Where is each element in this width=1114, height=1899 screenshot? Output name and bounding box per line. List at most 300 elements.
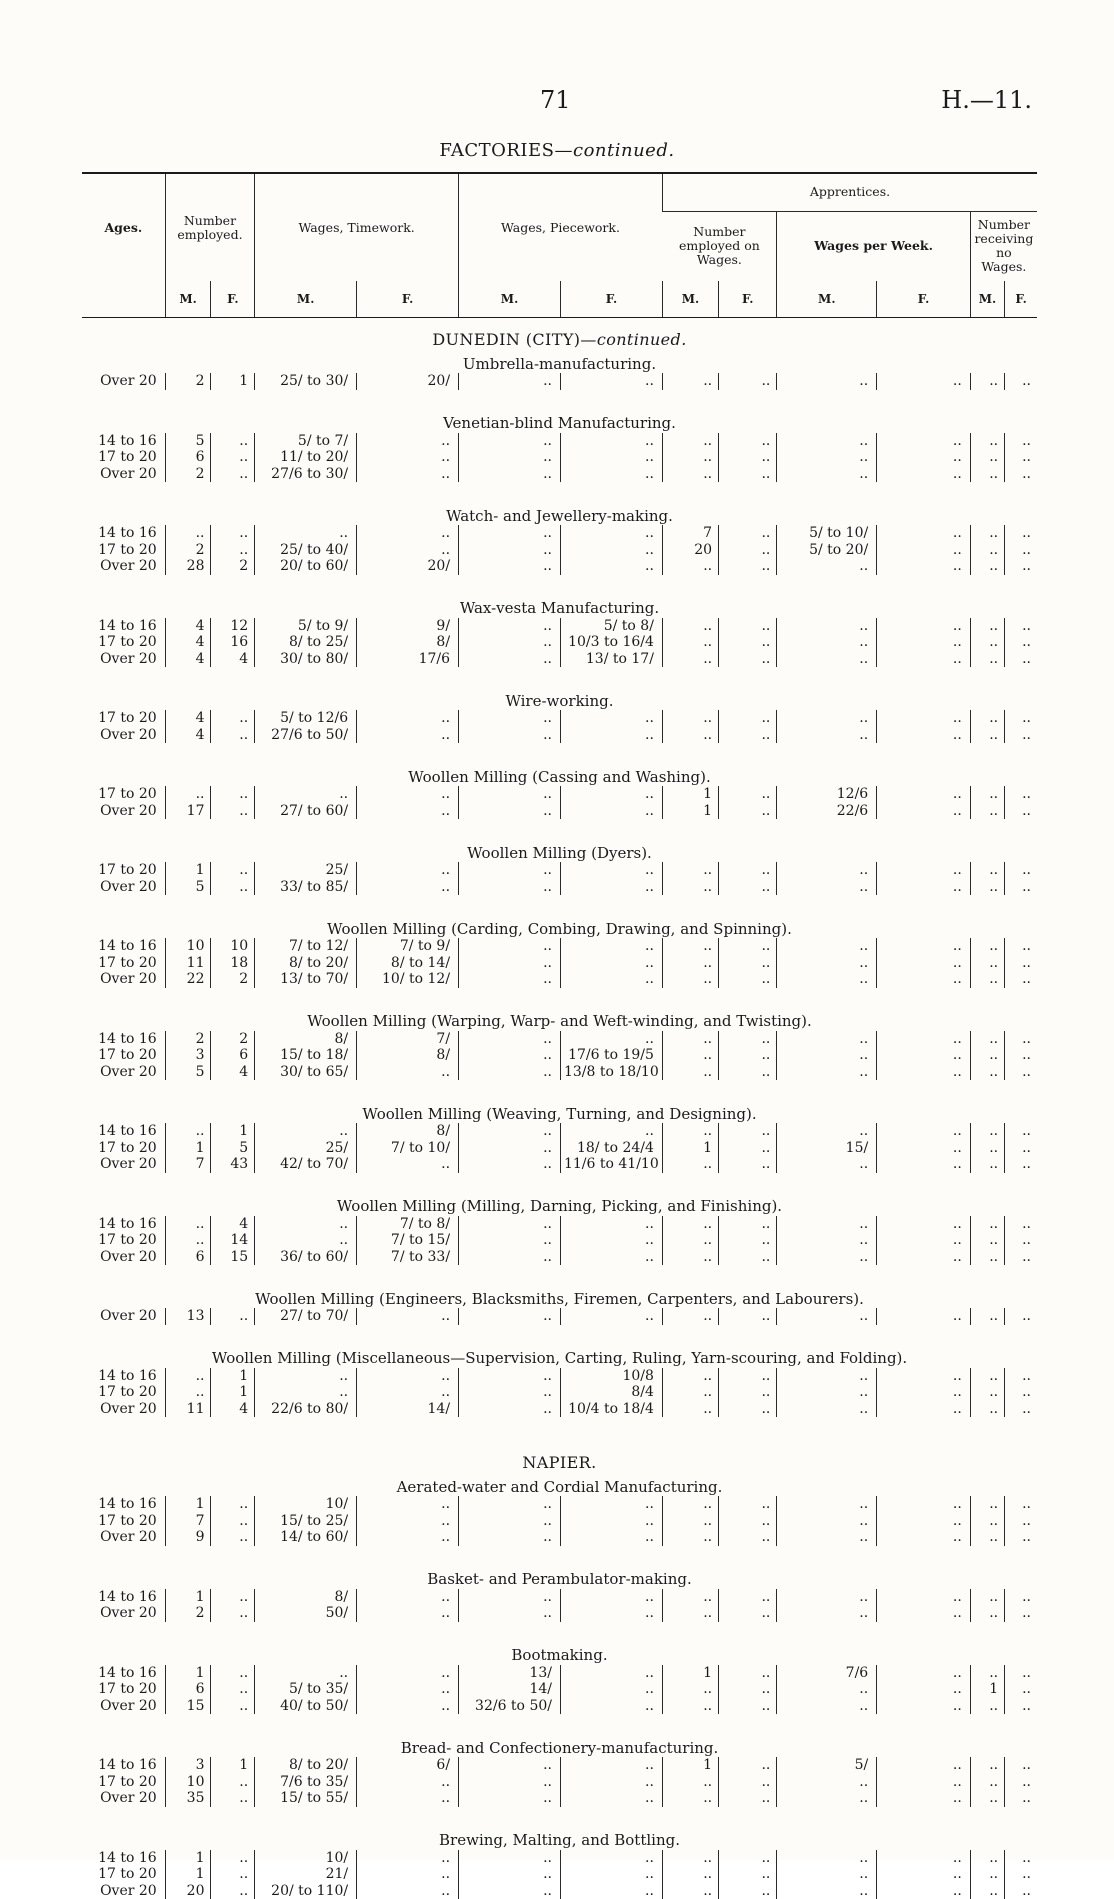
timework-male-cell: 15/ to 55/ <box>255 1790 357 1807</box>
timework-female-cell: .. <box>357 1496 459 1513</box>
industry-heading-row <box>82 1265 1037 1308</box>
apprentice-employed-male-cell: 1 <box>662 1140 718 1157</box>
female-column-header: F. <box>719 281 777 318</box>
age-cell: 14 to 16 <box>82 1757 165 1774</box>
apprentice-employed-female-cell: .. <box>719 1232 777 1249</box>
apprentice-wage-female-cell: .. <box>877 634 971 651</box>
apprentices-wages-per-week-header: Wages per Week. <box>777 211 970 281</box>
employed-male-cell: 10 <box>165 938 211 955</box>
apprentice-wage-female-cell: .. <box>877 1047 971 1064</box>
apprentice-wage-female-cell: .. <box>877 558 971 575</box>
age-cell: Over 20 <box>82 1249 165 1266</box>
timework-male-cell: 8/ <box>255 1589 357 1606</box>
table-row <box>82 558 1037 575</box>
employed-female-cell: 5 <box>211 1140 255 1157</box>
no-wage-male-cell: .. <box>970 1589 1004 1606</box>
apprentice-wage-female-cell: .. <box>877 1774 971 1791</box>
piecework-female-cell: .. <box>560 803 662 820</box>
table-row <box>82 1757 1037 1774</box>
piecework-female-cell: .. <box>560 786 662 803</box>
apprentices-number-employed-header: Number employed on Wages. <box>662 211 776 281</box>
page-number: 71 <box>540 86 571 114</box>
no-wage-male-cell: .. <box>970 634 1004 651</box>
apprentice-wage-female-cell: .. <box>877 1681 971 1698</box>
employed-male-cell: 3 <box>165 1757 211 1774</box>
employed-male-cell: 4 <box>165 618 211 635</box>
employed-female-cell: .. <box>211 525 255 542</box>
no-wage-female-cell: .. <box>1005 466 1037 483</box>
industry-heading: Umbrella-manufacturing. <box>82 348 1037 373</box>
piecework-female-cell: .. <box>560 373 662 390</box>
piecework-male-cell: .. <box>459 1384 561 1401</box>
employed-female-cell: 6 <box>211 1047 255 1064</box>
piecework-female-cell: .. <box>560 1216 662 1233</box>
age-cell: 14 to 16 <box>82 938 165 955</box>
timework-female-cell: 8/ <box>357 1047 459 1064</box>
no-wage-male-cell: .. <box>970 1156 1004 1173</box>
timework-female-cell: 14/ <box>357 1401 459 1418</box>
apprentice-employed-female-cell: .. <box>719 634 777 651</box>
apprentice-employed-female-cell: .. <box>719 803 777 820</box>
industry-heading-row <box>82 988 1037 1031</box>
no-wage-male-cell: .. <box>970 542 1004 559</box>
industry-heading: Woollen Milling (Weaving, Turning, and Designing). <box>82 1080 1037 1123</box>
apprentice-employed-female-cell: .. <box>719 710 777 727</box>
piecework-female-cell: .. <box>560 542 662 559</box>
apprentice-wage-female-cell: .. <box>877 449 971 466</box>
employed-female-cell: 4 <box>211 1216 255 1233</box>
employed-male-cell: 9 <box>165 1529 211 1546</box>
timework-female-cell: .. <box>357 1681 459 1698</box>
employed-female-cell: .. <box>211 1496 255 1513</box>
apprentice-wage-male-cell: .. <box>777 1589 877 1606</box>
no-wage-male-cell: .. <box>970 938 1004 955</box>
age-cell: Over 20 <box>82 558 165 575</box>
apprentice-wage-male-cell: 22/6 <box>777 803 877 820</box>
apprentice-employed-male-cell: .. <box>662 727 718 744</box>
industry-heading-row <box>82 1546 1037 1589</box>
no-wage-female-cell: .. <box>1005 1496 1037 1513</box>
piecework-male-cell: .. <box>459 786 561 803</box>
age-cell: 17 to 20 <box>82 1047 165 1064</box>
employed-male-cell: 15 <box>165 1698 211 1715</box>
apprentice-wage-female-cell: .. <box>877 727 971 744</box>
timework-female-cell: 7/ to 8/ <box>357 1216 459 1233</box>
employed-female-cell: .. <box>211 466 255 483</box>
region-name: DUNEDIN (CITY)— <box>432 330 597 349</box>
age-cell: 17 to 20 <box>82 634 165 651</box>
no-wage-female-cell: .. <box>1005 1249 1037 1266</box>
apprentice-employed-female-cell: .. <box>719 727 777 744</box>
apprentice-wage-female-cell: .. <box>877 1665 971 1682</box>
apprentice-employed-female-cell: .. <box>719 1368 777 1385</box>
timework-female-cell: 10/ to 12/ <box>357 971 459 988</box>
apprentice-wage-male-cell: .. <box>777 1368 877 1385</box>
no-wage-female-cell: .. <box>1005 1216 1037 1233</box>
timework-female-cell: .. <box>357 1529 459 1546</box>
employed-male-cell: 2 <box>165 373 211 390</box>
timework-female-cell: 7/ to 33/ <box>357 1249 459 1266</box>
apprentice-wage-female-cell: .. <box>877 1850 971 1867</box>
employed-male-cell: 11 <box>165 955 211 972</box>
apprentice-wage-male-cell: .. <box>777 727 877 744</box>
region-heading-row <box>82 1417 1037 1471</box>
no-wage-female-cell: .. <box>1005 651 1037 668</box>
age-cell: 14 to 16 <box>82 1496 165 1513</box>
apprentice-employed-female-cell: .. <box>719 373 777 390</box>
timework-male-cell: .. <box>255 1368 357 1385</box>
timework-male-cell: 8/ to 25/ <box>255 634 357 651</box>
apprentice-wage-female-cell: .. <box>877 1308 971 1325</box>
apprentice-wage-female-cell: .. <box>877 803 971 820</box>
industry-heading-row <box>82 895 1037 938</box>
no-wage-female-cell: .. <box>1005 1513 1037 1530</box>
employed-female-cell: 4 <box>211 1401 255 1418</box>
table-row <box>82 1529 1037 1546</box>
male-column-header: M. <box>165 281 211 318</box>
timework-female-cell: .. <box>357 786 459 803</box>
apprentice-employed-female-cell: .. <box>719 955 777 972</box>
employed-female-cell: .. <box>211 710 255 727</box>
apprentice-employed-male-cell: 1 <box>662 803 718 820</box>
table-row <box>82 1681 1037 1698</box>
table-row <box>82 1513 1037 1530</box>
no-wage-male-cell: .. <box>970 803 1004 820</box>
timework-male-cell: 8/ to 20/ <box>255 955 357 972</box>
apprentice-wage-female-cell: .. <box>877 1883 971 1899</box>
age-cell: 17 to 20 <box>82 1232 165 1249</box>
region-suffix: continued. <box>597 330 687 349</box>
apprentice-wage-female-cell: .. <box>877 1757 971 1774</box>
male-column-header: M. <box>255 281 357 318</box>
industry-heading: Brewing, Malting, and Bottling. <box>82 1807 1037 1850</box>
wages-timework-header: Wages, Timework. <box>255 173 459 281</box>
apprentice-wage-female-cell: .. <box>877 1216 971 1233</box>
no-wage-male-cell: .. <box>970 1665 1004 1682</box>
timework-female-cell: .. <box>357 449 459 466</box>
industry-heading-row <box>82 1080 1037 1123</box>
employed-male-cell: 17 <box>165 803 211 820</box>
piecework-female-cell: .. <box>560 938 662 955</box>
employed-male-cell: 10 <box>165 1774 211 1791</box>
no-wage-female-cell: .. <box>1005 542 1037 559</box>
apprentice-employed-male-cell: .. <box>662 1156 718 1173</box>
apprentice-employed-male-cell: .. <box>662 1308 718 1325</box>
employed-male-cell: 2 <box>165 1605 211 1622</box>
apprentice-wage-male-cell: .. <box>777 1605 877 1622</box>
employed-female-cell: .. <box>211 1850 255 1867</box>
timework-female-cell: 8/ <box>357 1123 459 1140</box>
region-name: NAPIER. <box>522 1453 596 1472</box>
piecework-male-cell: .. <box>459 373 561 390</box>
apprentice-wage-male-cell: .. <box>777 1850 877 1867</box>
piecework-female-cell: 10/3 to 16/4 <box>560 634 662 651</box>
piecework-male-cell: .. <box>459 542 561 559</box>
piecework-male-cell: .. <box>459 1496 561 1513</box>
no-wage-female-cell: .. <box>1005 1774 1037 1791</box>
table-row <box>82 1774 1037 1791</box>
no-wage-male-cell: .. <box>970 1529 1004 1546</box>
apprentice-employed-male-cell: 1 <box>662 1757 718 1774</box>
apprentice-wage-female-cell: .. <box>877 1140 971 1157</box>
employed-female-cell: .. <box>211 1774 255 1791</box>
no-wage-male-cell: .. <box>970 1513 1004 1530</box>
table-row <box>82 727 1037 744</box>
apprentice-wage-female-cell: .. <box>877 1401 971 1418</box>
employed-male-cell: .. <box>165 1384 211 1401</box>
age-cell: Over 20 <box>82 1698 165 1715</box>
timework-male-cell: 25/ <box>255 862 357 879</box>
timework-male-cell: 27/6 to 30/ <box>255 466 357 483</box>
table-row <box>82 525 1037 542</box>
no-wage-male-cell: .. <box>970 1883 1004 1899</box>
apprentice-employed-female-cell: .. <box>719 971 777 988</box>
apprentice-employed-female-cell: .. <box>719 1308 777 1325</box>
employed-female-cell: 12 <box>211 618 255 635</box>
timework-female-cell: .. <box>357 525 459 542</box>
age-cell: 17 to 20 <box>82 1866 165 1883</box>
apprentice-employed-male-cell: .. <box>662 1866 718 1883</box>
apprentice-wage-female-cell: .. <box>877 1064 971 1081</box>
table-row <box>82 1384 1037 1401</box>
piecework-female-cell: .. <box>560 710 662 727</box>
timework-male-cell: 5/ to 9/ <box>255 618 357 635</box>
piecework-male-cell: .. <box>459 1529 561 1546</box>
piecework-male-cell: .. <box>459 1605 561 1622</box>
piecework-female-cell: .. <box>560 1665 662 1682</box>
apprentice-wage-male-cell: .. <box>777 651 877 668</box>
piecework-male-cell: .. <box>459 1883 561 1899</box>
no-wage-male-cell: .. <box>970 1866 1004 1883</box>
apprentice-wage-female-cell: .. <box>877 466 971 483</box>
apprentice-employed-female-cell: .. <box>719 651 777 668</box>
employed-male-cell: 20 <box>165 1883 211 1899</box>
industry-heading-row <box>82 390 1037 433</box>
apprentice-employed-female-cell: .. <box>719 1665 777 1682</box>
employed-male-cell: 7 <box>165 1513 211 1530</box>
table-row <box>82 1216 1037 1233</box>
timework-female-cell: .. <box>357 1866 459 1883</box>
apprentice-wage-female-cell: .. <box>877 710 971 727</box>
table-row <box>82 1605 1037 1622</box>
table-row <box>82 1232 1037 1249</box>
apprentice-wage-male-cell: 5/ to 20/ <box>777 542 877 559</box>
piecework-female-cell: .. <box>560 1757 662 1774</box>
no-wage-male-cell: .. <box>970 466 1004 483</box>
apprentice-wage-female-cell: .. <box>877 1589 971 1606</box>
employed-female-cell: .. <box>211 433 255 450</box>
no-wage-male-cell: .. <box>970 373 1004 390</box>
table-row <box>82 449 1037 466</box>
no-wage-female-cell: .. <box>1005 449 1037 466</box>
apprentice-wage-male-cell: .. <box>777 879 877 896</box>
apprentice-employed-male-cell: .. <box>662 1123 718 1140</box>
timework-female-cell: .. <box>357 1605 459 1622</box>
no-wage-male-cell: .. <box>970 1308 1004 1325</box>
piecework-female-cell: .. <box>560 1308 662 1325</box>
timework-female-cell: .. <box>357 1308 459 1325</box>
employed-female-cell: .. <box>211 879 255 896</box>
piecework-female-cell: .. <box>560 1123 662 1140</box>
table-row <box>82 1156 1037 1173</box>
table-row <box>82 879 1037 896</box>
no-wage-male-cell: .. <box>970 1698 1004 1715</box>
no-wage-female-cell: .. <box>1005 1866 1037 1883</box>
wages-piecework-header: Wages, Piecework. <box>459 173 663 281</box>
table-row <box>82 1308 1037 1325</box>
table-row <box>82 1698 1037 1715</box>
employed-male-cell: 2 <box>165 1031 211 1048</box>
apprentice-employed-female-cell: .. <box>719 938 777 955</box>
timework-female-cell: .. <box>357 1513 459 1530</box>
apprentice-employed-female-cell: .. <box>719 1866 777 1883</box>
no-wage-female-cell: .. <box>1005 727 1037 744</box>
no-wage-male-cell: .. <box>970 1216 1004 1233</box>
piecework-female-cell: .. <box>560 971 662 988</box>
female-column-header: F. <box>877 281 971 318</box>
piecework-male-cell: .. <box>459 1757 561 1774</box>
apprentice-wage-male-cell: .. <box>777 1883 877 1899</box>
age-cell: 14 to 16 <box>82 1589 165 1606</box>
piecework-male-cell: .. <box>459 1401 561 1418</box>
table-row <box>82 710 1037 727</box>
age-cell: Over 20 <box>82 1401 165 1418</box>
piecework-male-cell: .. <box>459 1589 561 1606</box>
apprentice-employed-male-cell: .. <box>662 1496 718 1513</box>
piecework-male-cell: .. <box>459 1513 561 1530</box>
apprentice-wage-male-cell: .. <box>777 373 877 390</box>
piecework-female-cell: .. <box>560 1249 662 1266</box>
apprentice-employed-male-cell: .. <box>662 1249 718 1266</box>
timework-male-cell: 27/6 to 50/ <box>255 727 357 744</box>
piecework-female-cell: .. <box>560 1790 662 1807</box>
heading-italic: continued. <box>573 140 675 161</box>
industry-heading-row <box>82 1173 1037 1216</box>
timework-male-cell: 7/6 to 35/ <box>255 1774 357 1791</box>
age-cell: 17 to 20 <box>82 1681 165 1698</box>
table-row <box>82 1866 1037 1883</box>
industry-heading: Aerated-water and Cordial Manufacturing. <box>82 1471 1037 1496</box>
no-wage-male-cell: .. <box>970 618 1004 635</box>
apprentice-employed-male-cell: .. <box>662 1513 718 1530</box>
employed-male-cell: 2 <box>165 466 211 483</box>
piecework-male-cell: .. <box>459 1368 561 1385</box>
table-row <box>82 618 1037 635</box>
table-row <box>82 1031 1037 1048</box>
table-body <box>82 318 1037 1899</box>
piecework-male-cell: .. <box>459 1156 561 1173</box>
apprentice-employed-male-cell: .. <box>662 466 718 483</box>
timework-female-cell: .. <box>357 879 459 896</box>
no-wage-male-cell: .. <box>970 879 1004 896</box>
apprentice-employed-male-cell: .. <box>662 433 718 450</box>
piecework-female-cell: .. <box>560 433 662 450</box>
no-wage-female-cell: .. <box>1005 525 1037 542</box>
apprentice-wage-female-cell: .. <box>877 1866 971 1883</box>
no-wage-female-cell: .. <box>1005 1681 1037 1698</box>
industry-heading-row <box>82 1622 1037 1665</box>
timework-female-cell: .. <box>357 1589 459 1606</box>
no-wage-female-cell: .. <box>1005 1605 1037 1622</box>
apprentice-employed-male-cell: .. <box>662 1368 718 1385</box>
timework-male-cell: .. <box>255 1216 357 1233</box>
employed-female-cell: 1 <box>211 1384 255 1401</box>
employed-female-cell: .. <box>211 1665 255 1682</box>
piecework-female-cell: .. <box>560 1496 662 1513</box>
timework-female-cell: .. <box>357 1665 459 1682</box>
industry-heading: Woollen Milling (Cassing and Washing). <box>82 743 1037 786</box>
age-cell: Over 20 <box>82 727 165 744</box>
apprentice-employed-female-cell: .. <box>719 1031 777 1048</box>
apprentice-wage-male-cell: .. <box>777 449 877 466</box>
age-cell: Over 20 <box>82 466 165 483</box>
no-wage-female-cell: .. <box>1005 938 1037 955</box>
timework-female-cell: .. <box>357 1368 459 1385</box>
piecework-female-cell: .. <box>560 1513 662 1530</box>
timework-female-cell: 20/ <box>357 373 459 390</box>
apprentice-employed-female-cell: .. <box>719 1774 777 1791</box>
industry-heading-row <box>82 1325 1037 1368</box>
employed-female-cell: 43 <box>211 1156 255 1173</box>
employed-female-cell: 16 <box>211 634 255 651</box>
age-cell: Over 20 <box>82 651 165 668</box>
piecework-male-cell: .. <box>459 862 561 879</box>
no-wage-female-cell: .. <box>1005 879 1037 896</box>
piecework-male-cell: .. <box>459 525 561 542</box>
employed-female-cell: 18 <box>211 955 255 972</box>
timework-male-cell: 42/ to 70/ <box>255 1156 357 1173</box>
apprentice-wage-female-cell: .. <box>877 1232 971 1249</box>
piecework-male-cell: .. <box>459 651 561 668</box>
table-row <box>82 1850 1037 1867</box>
apprentice-employed-female-cell: .. <box>719 466 777 483</box>
employed-male-cell: 1 <box>165 1866 211 1883</box>
employed-male-cell: 1 <box>165 1589 211 1606</box>
employed-male-cell: .. <box>165 1216 211 1233</box>
employed-male-cell: 11 <box>165 1401 211 1418</box>
piecework-female-cell: .. <box>560 1698 662 1715</box>
piecework-male-cell: 14/ <box>459 1681 561 1698</box>
apprentice-employed-female-cell: .. <box>719 1589 777 1606</box>
industry-heading-row <box>82 1471 1037 1496</box>
apprentice-wage-male-cell: .. <box>777 466 877 483</box>
industry-heading: Woollen Milling (Engineers, Blacksmiths, Firemen, Carpenters, and Labourers). <box>82 1265 1037 1308</box>
no-wage-female-cell: .. <box>1005 1232 1037 1249</box>
number-employed-header: Number employed. <box>165 173 254 281</box>
apprentice-employed-male-cell: .. <box>662 710 718 727</box>
age-cell: Over 20 <box>82 971 165 988</box>
apprentice-employed-female-cell: .. <box>719 786 777 803</box>
piecework-male-cell: .. <box>459 1047 561 1064</box>
no-wage-female-cell: .. <box>1005 1401 1037 1418</box>
apprentice-wage-male-cell: .. <box>777 955 877 972</box>
piecework-female-cell: .. <box>560 1866 662 1883</box>
apprentice-wage-female-cell: .. <box>877 1368 971 1385</box>
table-row <box>82 1401 1037 1418</box>
no-wage-male-cell: .. <box>970 1249 1004 1266</box>
employed-male-cell: 3 <box>165 1047 211 1064</box>
apprentice-employed-male-cell: .. <box>662 971 718 988</box>
employed-female-cell: .. <box>211 542 255 559</box>
piecework-male-cell: .. <box>459 1140 561 1157</box>
employed-male-cell: 35 <box>165 1790 211 1807</box>
no-wage-male-cell: .. <box>970 955 1004 972</box>
apprentice-employed-male-cell: .. <box>662 634 718 651</box>
no-wage-male-cell: .. <box>970 710 1004 727</box>
employed-male-cell: .. <box>165 1232 211 1249</box>
apprentice-employed-female-cell: .. <box>719 1384 777 1401</box>
apprentice-wage-male-cell: .. <box>777 433 877 450</box>
